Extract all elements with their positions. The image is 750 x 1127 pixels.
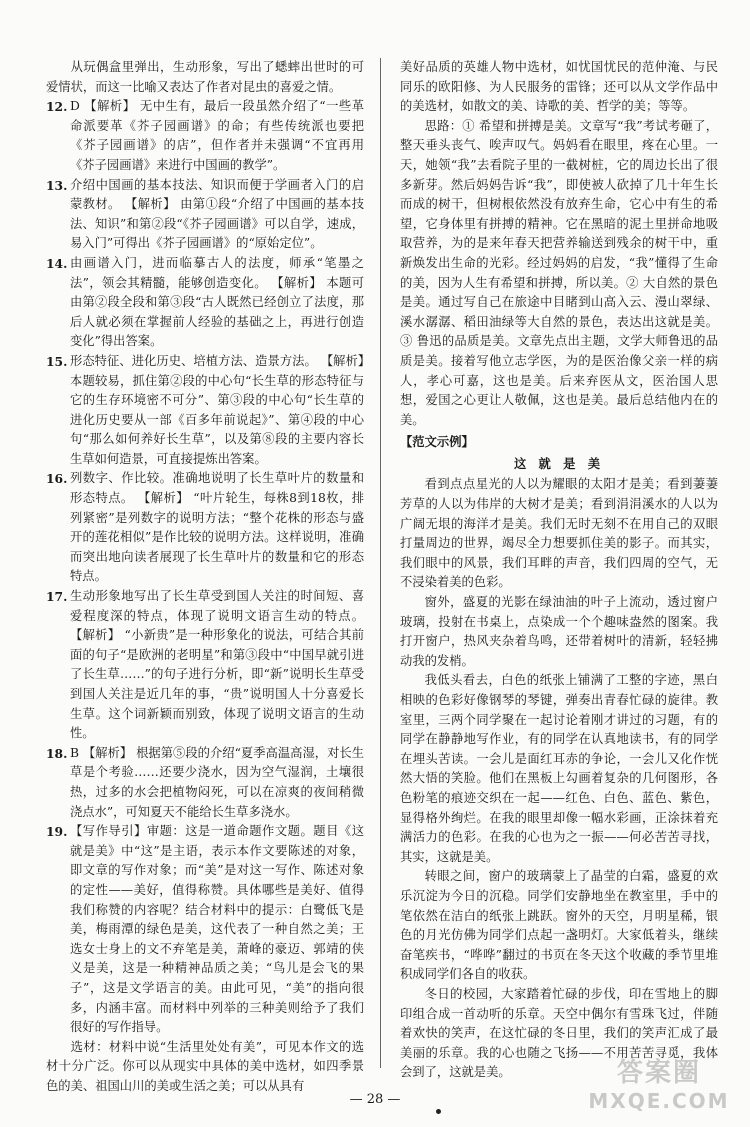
- left-column: [46, 58, 364, 1096]
- bullet-dot: [436, 1109, 441, 1114]
- answer-item-17: 17. 生动形象地写出了长生草受到国人关注的时间短、喜爱程度深的特点，体现了说明文语言生动的特点。 【解析】 “小新贵”是一种形象化的说法，可结合其前面的句子“是欧洲的老明星”和第③段中“中国早就引进了长生草……”的句子进行分析，即“新”说明长生草受到国人关注是近几年的事，“贵”说明国人十分喜爱长生草。这个词新颖而别致，体现了说明文语言的生动性。: [46, 589, 364, 741]
- essay-paragraph: 窗外，盛夏的光影在绿油油的叶子上流动，透过窗户玻璃，投射在书桌上，点染成一个个趣味盎然的图案。我打开窗户，热风夹杂着鸟鸣，还带着树叶的清新，轻轻拂动我的发梢。: [400, 595, 718, 668]
- page-number: — 28 —: [349, 1092, 401, 1107]
- answer-item-12: 12. D 【解析】 无中生有，最后一段虽然介绍了“一些革命派要革《芥子园画谱》的命；有些传统派也要把《芥子园画谱》的店”，但作者并未强调“不宜再用《芥子园画谱》来进行中国画的教学”。: [46, 99, 364, 172]
- essay-body: [400, 475, 718, 1082]
- essay-paragraph: 看到点点星光的人以为耀眼的太阳才是美；看到萋萋芳草的人以为伟岸的大树才是美；看到涓涓溪水的人以为广阔无垠的海洋才是美。我们无时无刻不在用自己的双眼打量周边的世界，竭尽全力想要抓住美的影子。而其实，我们眼中的风景，我们耳畔的声音，我们四周的空气，无不浸染着美的色彩。: [400, 477, 718, 590]
- column-divider: [380, 58, 381, 1068]
- answer-item-19: 19. 【写作导引】审题：这是一道命题作文题。题目《这就是美》中“这”是主语，表示本作文要陈述的对象，即文章的写作对象；而“美”是对这一写作、陈述对象的定性——美好，值得称赞。具体哪些是美好、值得我们称赞的内容呢？结合材料中的提示：白鹭低飞是美，梅雨潭的绿色是美，这代表了一种自然之美；王选女士身上的文不弃笔是美，萧峰的豪迈、郭靖的侠义是美，这是一种精神品质之美；“鸟儿是会飞的果子”，这是文学语言的美。由此可见，“美”的指向很多，内涵丰富。而材料中列举的三种美则给予了我们很好的写作指导。: [46, 824, 364, 1035]
- watermark-logo: 答案圈 MXQE.COM: [588, 1058, 730, 1113]
- selection-paragraph: 选材：材料中说“生活里处处有美”，可见本作文的选材十分广泛。你可以从现实中具体的美中选材，如四季景色的美、祖国山川的美或生活之美；可以从具有: [46, 1039, 364, 1093]
- answer-item-18: 18. B 【解析】 根据第⑤段的介绍“夏季高温高湿，对长生草是个考验……还要少浇水，因为空气湿润，土壤很热，过多的水会把植物闷死，可以在凉爽的夜间稍微浇点水”，可知夏天不能给长生草多浇水。: [46, 745, 364, 819]
- essay-title: 这 就 是 美: [513, 455, 605, 471]
- intro-paragraph: 从玩偶盒里弹出，生动形象，写出了蟋蟀出世时的可爱情状，而这一比喻又表达了作者对昆虫的喜爱之情。: [46, 60, 364, 94]
- answer-item-14: 14. 由画谱入门，进而临摹古人的法度，师承“笔墨之法”，领会其精髓，能够创造变化。 【解析】 本题可由第②段全段和第③段“古人既然已经创立了法度，那后人就必须在掌握前人经验的基础之上，再进行创造变化”得出答案。: [46, 255, 364, 349]
- selection-continued: 美好品质的英雄人物中选材，如忧国忧民的范仲淹、与民同乐的欧阳修、为人民服务的雷锋；还可以从文学作品中的美选材，如散文的美、诗歌的美、哲学的美；等等。: [400, 60, 718, 114]
- example-heading: 【范文示例】: [400, 434, 474, 450]
- essay-paragraph: 冬日的校园，大家踏着忙碌的步伐，印在雪地上的脚印组合成一首动听的乐章。天空中偶尔有雪珠飞过，伴随着欢快的笑声，在这忙碌的冬日里，我们的笑声汇成了最美丽的乐章。我的心也随之飞扬——不用苦苦寻觅，我体会到了，这就是美。: [400, 986, 718, 1080]
- thinking-paragraph: 思路：① 希望和拼搏是美。文章写“我”考试考砸了，整天垂头丧气、唉声叹气。妈妈看在眼里，疼在心里。一天，她领“我”去看院子里的一截树桩，它的周边长出了很多新芽。然后妈妈告诉“我”，即使被人砍掉了几十年生长而成的树干，但树根依然没有放弃生命，它心中有生的希望，它身体里有拼搏的精神。它在黑暗的泥土里拼命地吸取营养，为的是来年春天把营养输送到残余的树干中，重新焕发出生命的光彩。经过妈妈的启发，“我”懂得了生命的美，因为人生有希望和拼搏，所以美。② 大自然的景色是美。通过写自己在旅途中目睹到山高入云、漫山翠绿、溪水潺潺、稻田油绿等大自然的景色，表达出这就是美。③ 鲁迅的品质是美。文章先点出主题，文学大师鲁迅的品质是美。接着写他立志学医，为的是医治像父亲一样的病人，孝心可嘉，这也是美。后来弃医从文，医治国人思想，爱国之心更让人敬佩，这也是美。最后总结他内在的美。: [400, 118, 718, 427]
- answer-item-13: 13. 介绍中国画的基本技法、知识而便于学画者入门的启蒙教材。 【解析】 由第①段“介绍了中国画的基本技法、知识”和第②段“《芥子园画谱》可以自学，速成，易入门”可得出《芥子园画谱》的“原始定位”。: [46, 177, 364, 251]
- answer-item-16: 16. 列数字、作比较。准确地说明了长生草叶片的数量和形态特点。 【解析】 “叶片轮生，每株8到18枚，排列紧密”是列数字的说明方法；“整个花株的形态与盛开的莲花相似”是作比较的说明方法。这样说明，准确而突出地向读者展现了长生草叶片的数量和它的形态特点。: [46, 471, 364, 584]
- essay-paragraph: 转眼之间，窗户的玻璃蒙上了晶莹的白霜，盛夏的欢乐沉淀为今日的沉稳。同学们安静地坐在教室里，手中的笔依然在洁白的纸张上跳跃。窗外的天空，月明星稀，银色的月光仿佛为同学们点起一盏明灯。大家低着头，继续奋笔疾书，“哗哗”翻过的书页在冬天这个收藏的季节里堆积成同学们各自的收获。: [400, 869, 718, 982]
- essay-paragraph: 我低头看去，白色的纸张上铺满了工整的字迹，黑白相映的色彩好像钢琴的琴键，弹奏出青春忙碌的旋律。教室里，三两个同学聚在一起讨论着刚才讲过的习题，有的同学在静静地写作业，有的同学在认真地读书，有的同学在埋头苦读。一会儿是面红耳赤的争论，一会儿又化作恍然大悟的笑脸。他们在黑板上勾画着复杂的几何图形，各色粉笔的痕迹交织在一起——红色、白色、蓝色、紫色，显得格外绚烂。在我的眼里却像一幅水彩画，正涂抹着充满活力的色彩。在我的心也为之一振——何必苦苦寻找，其实，这就是美。: [400, 673, 718, 864]
- answer-item-15: 15. 形态特征、进化历史、培植方法、造景方法。 【解析】本题较易，抓住第②段的中心句“长生草的形态特征与它的生存环境密不可分”、第③段的中心句“长生草的进化历史要从一部《百多年前说起》”、第④段的中心句“那么如何养好长生草”，以及第⑧段的主要内容长生草如何造景，可直接提炼出答案。: [46, 353, 364, 466]
- right-column: [400, 58, 718, 1083]
